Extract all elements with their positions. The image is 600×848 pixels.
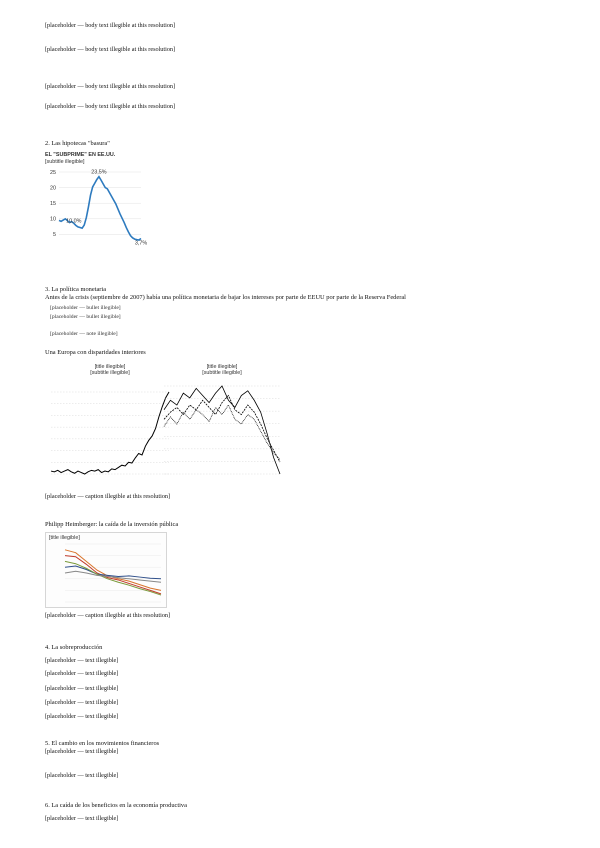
intro-paragraph-3: [placeholder — body text illegible at this resolution] [45, 83, 176, 90]
left-chart-subtitle: [subtitle illegible] [90, 370, 130, 376]
trade-balance-chart-left [45, 362, 175, 480]
section-3-note: [placeholder — note illegible] [50, 331, 118, 337]
subprime-data-label: 3,7% [134, 240, 148, 247]
europa-title: Una Europa con disparidades interiores [45, 349, 146, 356]
section-4-title: 4. La sobreproducción [45, 644, 103, 651]
left-chart-title: [title illegible] [94, 364, 126, 370]
section-3-bullet-1: [placeholder — bullet illegible] [50, 305, 121, 311]
subprime-y-tick-label: 25 [50, 169, 56, 176]
right-chart-series-line [164, 405, 280, 460]
section-4-item-c: [placeholder — text illegible] [45, 685, 119, 692]
europa-caption: [placeholder — caption illegible at this resolution] [45, 493, 171, 500]
section-4-paragraph-1: [placeholder — text illegible] [45, 657, 119, 664]
subprime-y-tick-label: 20 [50, 185, 56, 192]
right-chart-title: [title illegible] [206, 364, 238, 370]
trade-balance-chart-right [160, 362, 285, 480]
philipp-caption: [placeholder — caption illegible at this resolution] [45, 612, 171, 619]
right-chart-series-line [164, 386, 280, 474]
section-3-bullet-2: [placeholder — bullet illegible] [50, 314, 121, 320]
section-4-item-e: [placeholder — text illegible] [45, 713, 119, 720]
intro-paragraph-4: [placeholder — body text illegible at this resolution] [45, 103, 176, 110]
section-3-subtitle: Antes de la crisis (septiembre de 2007) había una política monetaria de bajar los intereses por parte de EEUU por parte de la Reserva Federal [45, 294, 406, 301]
public-investment-chart [45, 532, 167, 608]
subprime-data-label: 23,5% [91, 169, 107, 176]
intro-paragraph-1: [placeholder — body text illegible at this resolution] [45, 22, 176, 29]
public-investment-chart-title: [title illegible] [49, 535, 80, 541]
right-chart-series-line [164, 396, 280, 463]
section-2-title: 2. Las hipotecas "basura" [45, 140, 110, 147]
section-4-item-b: [placeholder — text illegible] [45, 670, 119, 677]
subprime-data-label: 10,0% [66, 218, 82, 225]
section-5-title: 5. El cambio en los movimientos financieros [45, 740, 160, 747]
left-chart-series-line [51, 392, 169, 474]
philipp-title: Philipp Heimberger: la caída de la inversión pública [45, 521, 179, 528]
section-6-paragraph-1: [placeholder — text illegible] [45, 815, 119, 822]
subprime-y-tick-label: 15 [50, 201, 56, 207]
subprime-y-tick-label: 10 [50, 216, 56, 223]
subprime-chart [45, 150, 148, 255]
section-4-item-d: [placeholder — text illegible] [45, 699, 119, 706]
section-3-title: 3. La política monetaria [45, 286, 107, 293]
subprime-y-tick-label: 5 [53, 232, 56, 239]
right-chart-subtitle: [subtitle illegible] [202, 370, 242, 376]
section-6-title: 6. La caída de los beneficios en la economía productiva [45, 802, 187, 809]
subprime-chart-subtitle: [subtitle illegible] [45, 159, 85, 165]
subprime-series-line [59, 177, 141, 240]
section-5-paragraph-1: [placeholder — text illegible] [45, 748, 119, 755]
intro-paragraph-2: [placeholder — body text illegible at this resolution] [45, 46, 176, 53]
subprime-chart-title: EL "SUBPRIME" EN EE.UU. [45, 152, 116, 158]
section-5-paragraph-2: [placeholder — text illegible] [45, 772, 119, 779]
